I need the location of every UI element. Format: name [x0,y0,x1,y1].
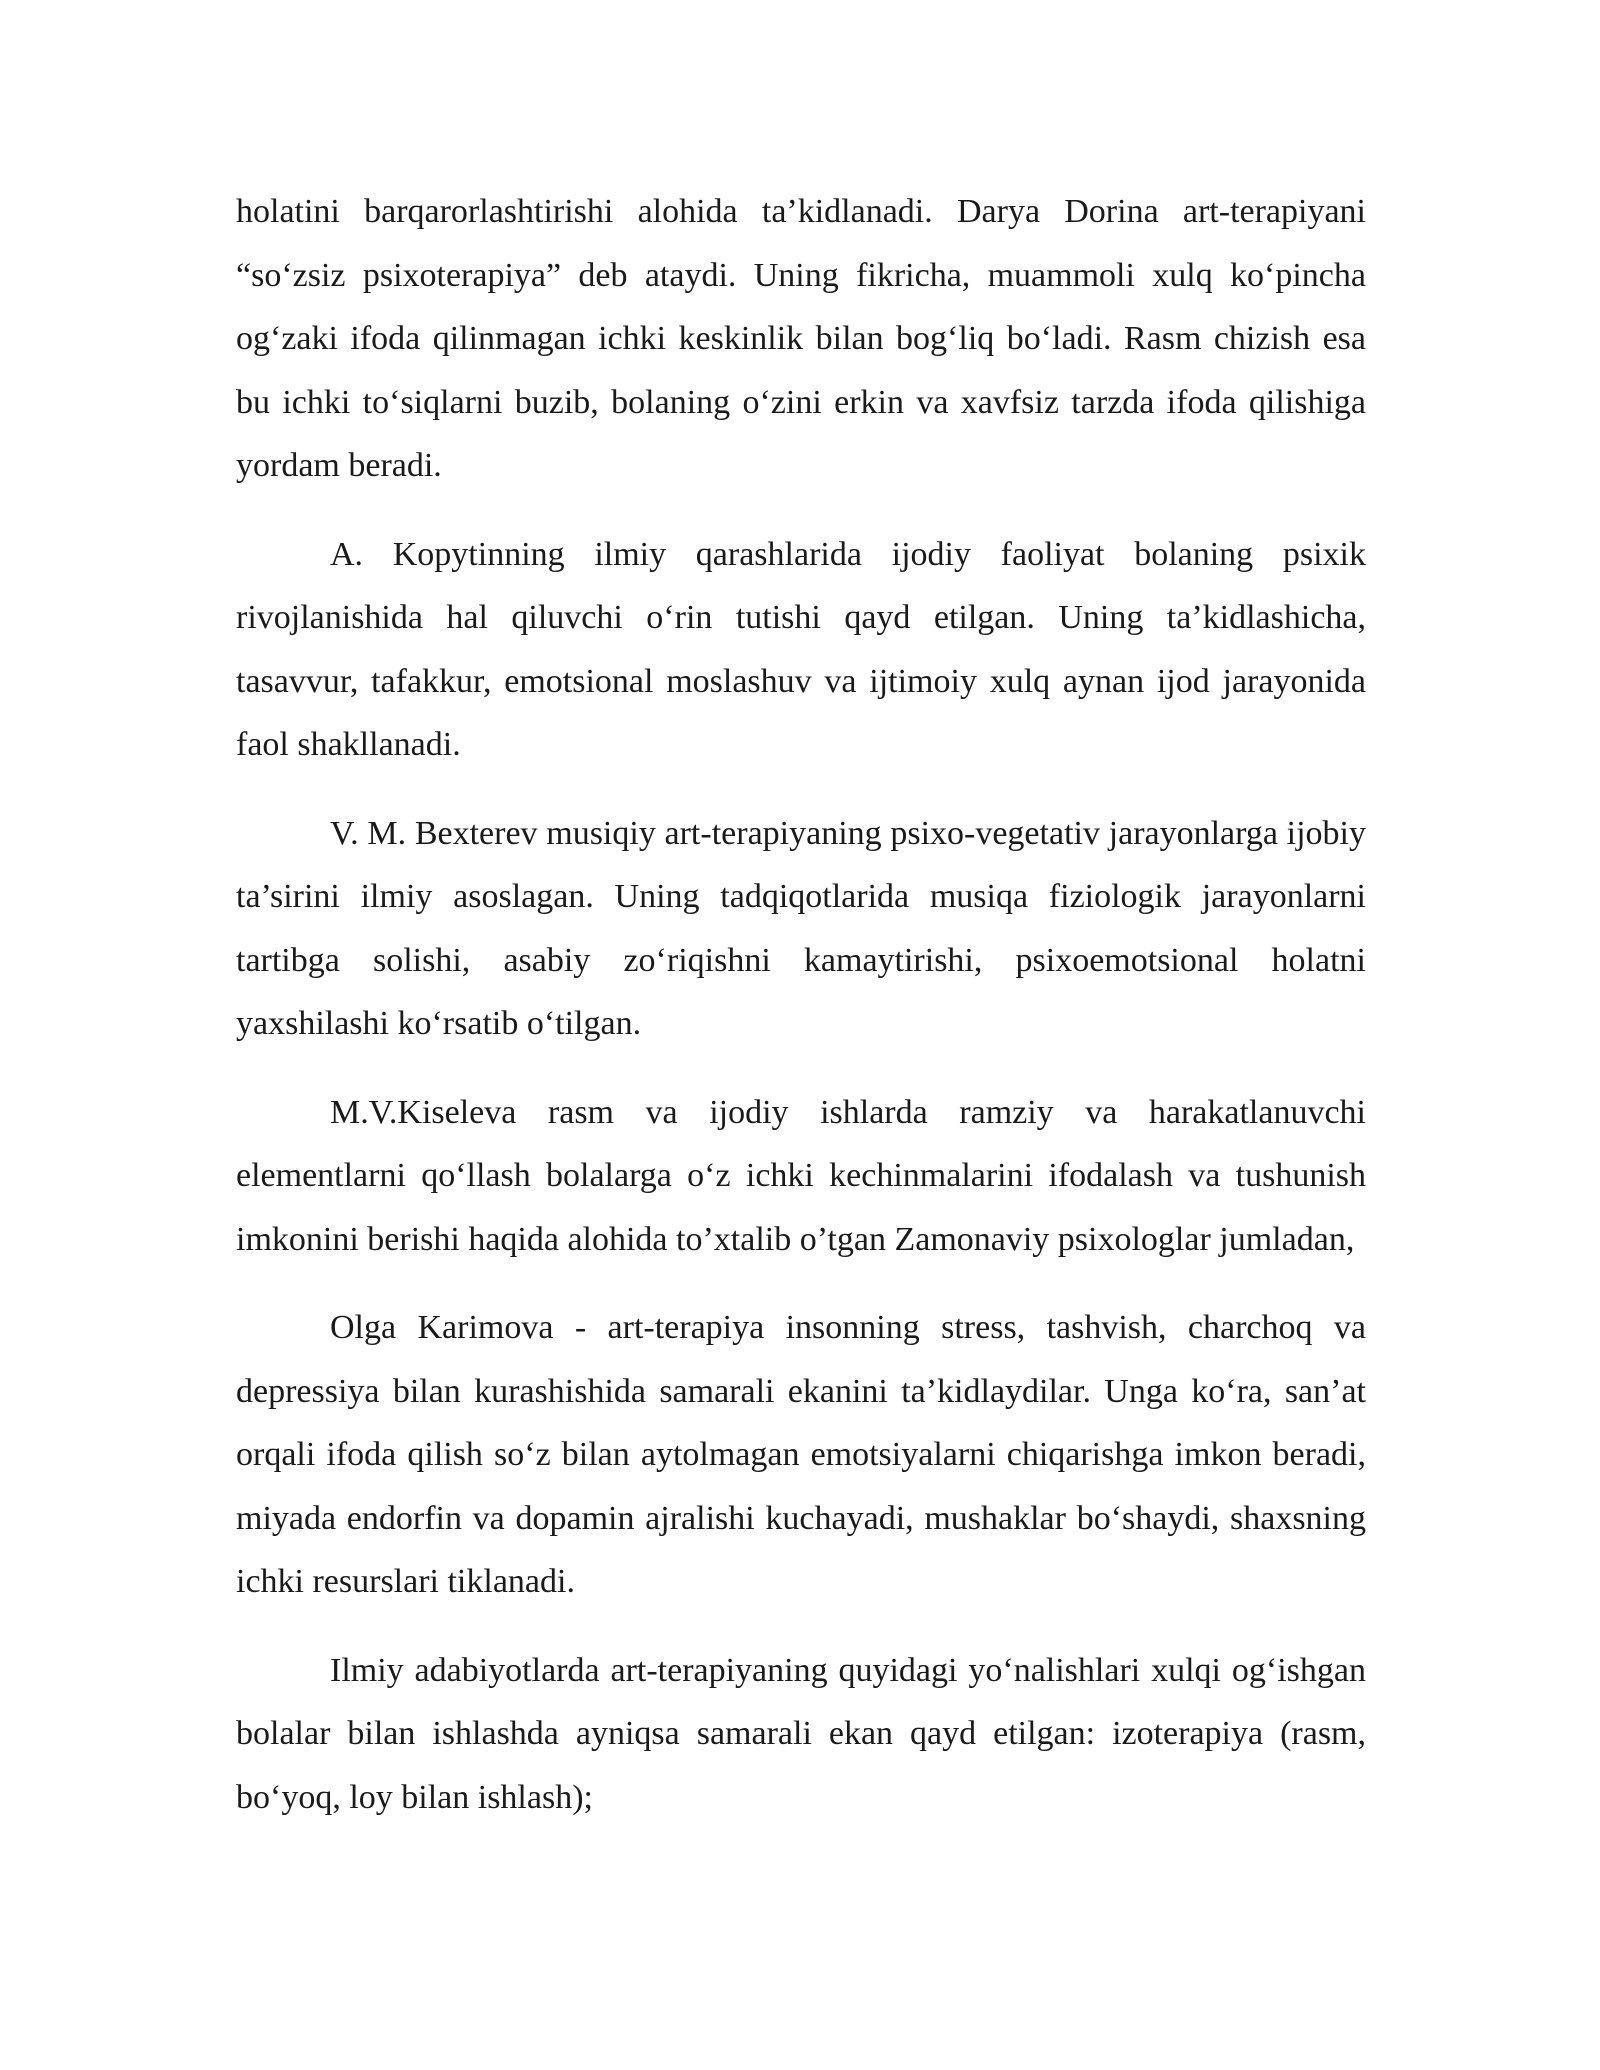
document-body [236,180,1366,1854]
paragraph-kopytin: A. Kopytinning ilmiy qarashlarida ijodiy faoliyat bolaning psixik rivojlanishida hal qiluvchi o‘rin tutishi qayd etilgan. Uning ta’kidlashicha, tasavvur, tafakkur, emotsional moslashuv va ijtimoiy xulq aynan ijod jarayonida faol shakllanadi. [236,535,1366,763]
paragraph-karimova: Olga Karimova - art-terapiya insonning stress, tashvish, charchoq va depressiya bilan kurashishida samarali ekanini ta’kidlaydilar. Unga ko‘ra, san’at orqali ifoda qilish so‘z bilan aytolmagan emotsiyalarni chiqarishga imkon beradi, miyada endorfin va dopamin ajralishi kuchayadi, mushaklar bo‘shaydi, shaxsning ichki resurslari tiklanadi. [236,1309,1366,1600]
paragraph-bexterev: V. M. Bexterev musiqiy art-terapiyaning psixo-vegetativ jarayonlarga ijobiy ta’sirini ilmiy asoslagan. Uning tadqiqotlarida musiqa fiziologik jarayonlarni tartibga solishi, asabiy zo‘riqishni kamaytirishi, psixoemotsional holatni yaxshilashi ko‘rsatib o‘tilgan. [236,814,1366,1042]
paragraph-kiseleva: M.V.Kiseleva rasm va ijodiy ishlarda ramziy va harakatlanuvchi elementlarni qo‘llash bolalarga o‘z ichki kechinmalarini ifodalash va tushunish imkonini berishi haqida alohida to’xtalib o’tgan Zamonaviy psixologlar jumladan, [236,1093,1366,1258]
paragraph-continuation: holatini barqarorlashtirishi alohida ta’kidlanadi. Darya Dorina art-terapiyani “so‘zsiz psixoterapiya” deb ataydi. Uning fikricha, muammoli xulq ko‘pincha og‘zaki ifoda qilinmagan ichki keskinlik bilan bog‘liq bo‘ladi. Rasm chizish esa bu ichki to‘siqlarni buzib, bolaning o‘zini erkin va xavfsiz tarzda ifoda qilishiga yordam beradi. [236,193,1366,484]
paragraph-directions: Ilmiy adabiyotlarda art-terapiyaning quyidagi yo‘nalishlari xulqi og‘ishgan bolalar bilan ishlashda ayniqsa samarali ekan qayd etilgan: izoterapiya (rasm, bo‘yoq, loy bilan ishlash); [236,1651,1366,1816]
